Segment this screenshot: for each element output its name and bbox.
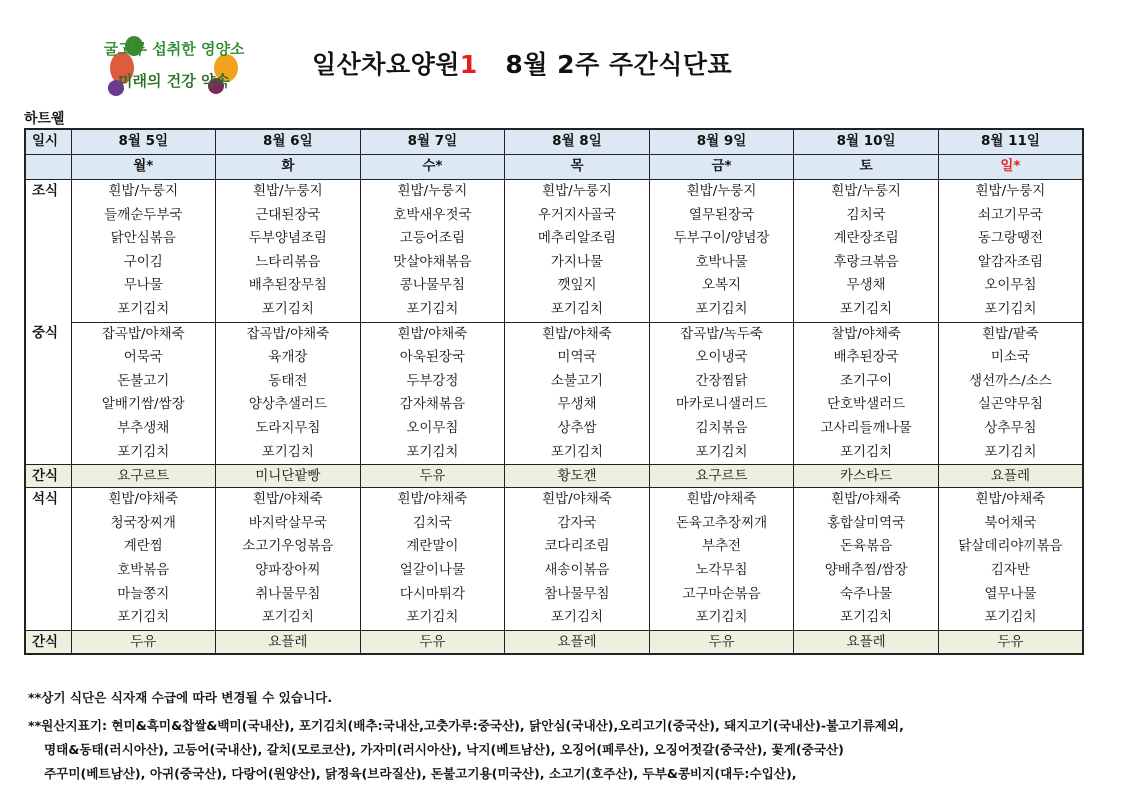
title-number: 1 <box>459 50 478 79</box>
menu-item: 메추리알조림 <box>505 227 650 251</box>
breakfast-row <box>25 274 1083 298</box>
menu-item: 두부양념조림 <box>216 227 361 251</box>
date-cell: 8월 7일 <box>360 129 505 155</box>
logo <box>104 28 244 98</box>
menu-item: 닭안심볶음 <box>71 227 216 251</box>
menu-item: 포기김치 <box>649 441 794 465</box>
menu-item: 계란말이 <box>360 535 505 559</box>
menu-item: 청국장찌개 <box>71 512 216 536</box>
menu-item: 잡곡밥/녹두죽 <box>649 322 794 346</box>
date-cell: 8월 9일 <box>649 129 794 155</box>
menu-item: 포기김치 <box>649 606 794 630</box>
dinner-row <box>25 488 1083 512</box>
logo-text-top: 굴고루 섭취한 영양소 <box>104 40 244 58</box>
menu-item: 감자채볶음 <box>360 393 505 417</box>
menu-item: 양상추샐러드 <box>216 393 361 417</box>
snack-item: 요플레 <box>938 465 1083 488</box>
menu-item: 포기김치 <box>360 606 505 630</box>
day-cell: 금* <box>649 155 794 180</box>
breakfast-row <box>25 298 1083 322</box>
menu-item: 김치볶음 <box>649 417 794 441</box>
title-rest: 8월 2주 주간식단표 <box>477 50 733 79</box>
menu-item: 가지나물 <box>505 251 650 275</box>
snack-item: 요플레 <box>505 630 650 654</box>
menu-item: 두부강정 <box>360 370 505 394</box>
lunch-row <box>25 393 1083 417</box>
snack2-row <box>25 630 1083 654</box>
snack-item: 요플레 <box>794 630 939 654</box>
menu-item: 흰밥/야채죽 <box>360 488 505 512</box>
menu-item: 흰밥/누룽지 <box>505 180 650 204</box>
menu-item: 상추무침 <box>938 417 1083 441</box>
snack1-row <box>25 465 1083 488</box>
menu-item: 포기김치 <box>360 298 505 322</box>
menu-item: 취나물무침 <box>216 583 361 607</box>
menu-item: 흰밥/야채죽 <box>938 488 1083 512</box>
snack-item: 황도캔 <box>505 465 650 488</box>
snack-item: 요플레 <box>216 630 361 654</box>
menu-item: 알감자조림 <box>938 251 1083 275</box>
menu-item: 계란찜 <box>71 535 216 559</box>
corner-label: 일시 <box>25 129 71 155</box>
snack-item: 두유 <box>360 465 505 488</box>
menu-item: 새송이볶음 <box>505 559 650 583</box>
day-cell: 화 <box>216 155 361 180</box>
menu-item: 계란장조림 <box>794 227 939 251</box>
day-cell: 일* <box>938 155 1083 180</box>
snack-item: 두유 <box>649 630 794 654</box>
logo-graphic <box>104 28 244 98</box>
menu-item: 깻잎지 <box>505 274 650 298</box>
menu-item: 오복지 <box>649 274 794 298</box>
dinner-label: 석식 <box>25 488 71 631</box>
menu-item: 얼갈이나물 <box>360 559 505 583</box>
menu-item: 후랑크볶음 <box>794 251 939 275</box>
day-cell: 목 <box>505 155 650 180</box>
menu-item: 포기김치 <box>71 298 216 322</box>
menu-item: 구이김 <box>71 251 216 275</box>
breakfast-row <box>25 227 1083 251</box>
day-cell: 수* <box>360 155 505 180</box>
snack-item: 카스타드 <box>794 465 939 488</box>
day-cell: 토 <box>794 155 939 180</box>
brand-label: 하트웰 <box>24 111 65 127</box>
menu-item: 흰밥/야채죽 <box>505 322 650 346</box>
menu-item: 알배기쌈/쌈장 <box>71 393 216 417</box>
day-cell: 월* <box>71 155 216 180</box>
menu-item: 포기김치 <box>216 606 361 630</box>
snack1-label: 간식 <box>25 465 71 488</box>
menu-item: 근대된장국 <box>216 204 361 228</box>
dinner-row <box>25 559 1083 583</box>
menu-item: 열무된장국 <box>649 204 794 228</box>
date-cell: 8월 11일 <box>938 129 1083 155</box>
menu-item: 코다리조림 <box>505 535 650 559</box>
breakfast-row <box>25 251 1083 275</box>
menu-item: 무생채 <box>794 274 939 298</box>
snack-item: 두유 <box>938 630 1083 654</box>
menu-item: 흰밥/누룽지 <box>216 180 361 204</box>
menu-item: 아욱된장국 <box>360 346 505 370</box>
menu-item: 흰밥/팥죽 <box>938 322 1083 346</box>
snack-item: 요구르트 <box>71 465 216 488</box>
menu-item: 소고기우엉볶음 <box>216 535 361 559</box>
menu-item: 잡곡밥/야채죽 <box>71 322 216 346</box>
menu-item: 김자반 <box>938 559 1083 583</box>
weekly-menu-table <box>24 128 1084 655</box>
menu-item: 흰밥/누룽지 <box>938 180 1083 204</box>
menu-item: 육개장 <box>216 346 361 370</box>
menu-item: 맛살야채볶음 <box>360 251 505 275</box>
menu-item: 흰밥/야채죽 <box>216 488 361 512</box>
menu-item: 흰밥/누룽지 <box>649 180 794 204</box>
breakfast-row <box>25 204 1083 228</box>
date-cell: 8월 10일 <box>794 129 939 155</box>
date-cell: 8월 8일 <box>505 129 650 155</box>
menu-item: 어묵국 <box>71 346 216 370</box>
menu-item: 포기김치 <box>794 606 939 630</box>
menu-item: 흰밥/야채죽 <box>794 488 939 512</box>
menu-item: 오이냉국 <box>649 346 794 370</box>
menu-item: 포기김치 <box>216 298 361 322</box>
menu-item: 찰밥/야채죽 <box>794 322 939 346</box>
day-header-row <box>25 155 1083 180</box>
dinner-row <box>25 535 1083 559</box>
menu-item: 우거지사골국 <box>505 204 650 228</box>
menu-item: 조기구이 <box>794 370 939 394</box>
menu-item: 콩나물무침 <box>360 274 505 298</box>
lunch-row <box>25 322 1083 346</box>
menu-item: 흰밥/야채죽 <box>649 488 794 512</box>
menu-item: 김치국 <box>360 512 505 536</box>
menu-item: 노각무침 <box>649 559 794 583</box>
menu-item: 흰밥/누룽지 <box>794 180 939 204</box>
menu-item: 감자국 <box>505 512 650 536</box>
menu-item: 미소국 <box>938 346 1083 370</box>
menu-item: 도라지무침 <box>216 417 361 441</box>
menu-item: 홍합살미역국 <box>794 512 939 536</box>
menu-item: 호박나물 <box>649 251 794 275</box>
menu-item: 다시마튀각 <box>360 583 505 607</box>
lunch-row <box>25 417 1083 441</box>
breakfast-label: 조식 <box>25 180 71 323</box>
menu-item: 느타리볶음 <box>216 251 361 275</box>
title-main: 일산차요양원 <box>312 50 460 79</box>
menu-item: 흰밥/야채죽 <box>360 322 505 346</box>
menu-item: 미역국 <box>505 346 650 370</box>
menu-item: 포기김치 <box>71 606 216 630</box>
menu-item: 실곤약무침 <box>938 393 1083 417</box>
breakfast-row <box>25 180 1083 204</box>
menu-item: 단호박샐러드 <box>794 393 939 417</box>
menu-item: 돈불고기 <box>71 370 216 394</box>
menu-item: 잡곡밥/야채죽 <box>216 322 361 346</box>
page-title <box>312 45 732 81</box>
menu-item: 포기김치 <box>505 298 650 322</box>
menu-item: 고사리들깨나물 <box>794 417 939 441</box>
menu-item: 숙주나물 <box>794 583 939 607</box>
logo-text-bottom: 미래의 건강 약속 <box>118 72 230 90</box>
menu-item: 배추된장무침 <box>216 274 361 298</box>
snack2-label: 간식 <box>25 630 71 654</box>
menu-item: 상추쌈 <box>505 417 650 441</box>
snack-item: 두유 <box>71 630 216 654</box>
day-corner <box>25 155 71 180</box>
note-origin-2: 명태&동태(러시아산), 고등어(국내산), 갈치(모로코산), 가자미(러시아산), 낙지(베트남산), 오징어(페루산), 오징어젓갈(중국산), 꽃게(중국산) <box>44 742 844 757</box>
menu-item: 포기김치 <box>505 606 650 630</box>
menu-item: 포기김치 <box>649 298 794 322</box>
menu-item: 마카로니샐러드 <box>649 393 794 417</box>
date-header-row <box>25 129 1083 155</box>
menu-item: 무나물 <box>71 274 216 298</box>
dinner-row <box>25 512 1083 536</box>
dinner-row <box>25 606 1083 630</box>
menu-item: 포기김치 <box>794 441 939 465</box>
menu-item: 포기김치 <box>216 441 361 465</box>
menu-item: 포기김치 <box>794 298 939 322</box>
note-change: **상기 식단은 식자재 수급에 따라 변경될 수 있습니다. <box>28 690 333 705</box>
menu-item: 흰밥/야채죽 <box>505 488 650 512</box>
menu-item: 동그랑땡전 <box>938 227 1083 251</box>
menu-item: 무생채 <box>505 393 650 417</box>
lunch-row <box>25 346 1083 370</box>
date-cell: 8월 6일 <box>216 129 361 155</box>
menu-item: 생선까스/소스 <box>938 370 1083 394</box>
menu-item: 고구마순볶음 <box>649 583 794 607</box>
menu-item: 돈육고추장찌개 <box>649 512 794 536</box>
menu-item: 호박볶음 <box>71 559 216 583</box>
menu-item: 양파장아찌 <box>216 559 361 583</box>
menu-item: 흰밥/야채죽 <box>71 488 216 512</box>
snack-item: 두유 <box>360 630 505 654</box>
snack-item: 요구르트 <box>649 465 794 488</box>
menu-item: 열무나물 <box>938 583 1083 607</box>
menu-item: 포기김치 <box>938 606 1083 630</box>
note-origin-1: **원산지표기: 현미&흑미&찹쌀&백미(국내산), 포기김치(배추:국내산,고춧가루:중국산), 닭안심(국내산),오리고기(중국산), 돼지고기(국내산)-불고기류제외, <box>28 718 904 733</box>
menu-item: 들깨순두부국 <box>71 204 216 228</box>
menu-item: 돈육볶음 <box>794 535 939 559</box>
menu-item: 고등어조림 <box>360 227 505 251</box>
menu-item: 포기김치 <box>938 441 1083 465</box>
menu-item: 오이무침 <box>938 274 1083 298</box>
menu-item: 쇠고기무국 <box>938 204 1083 228</box>
menu-item: 김치국 <box>794 204 939 228</box>
menu-item: 포기김치 <box>360 441 505 465</box>
menu-item: 두부구이/양념장 <box>649 227 794 251</box>
menu-item: 동태전 <box>216 370 361 394</box>
menu-item: 양배추찜/쌈장 <box>794 559 939 583</box>
menu-item: 부추생채 <box>71 417 216 441</box>
menu-item: 마늘쫑지 <box>71 583 216 607</box>
menu-item: 참나물무침 <box>505 583 650 607</box>
menu-item: 호박새우젓국 <box>360 204 505 228</box>
menu-item: 오이무침 <box>360 417 505 441</box>
menu-item: 닭살데리야끼볶음 <box>938 535 1083 559</box>
menu-item: 흰밥/누룽지 <box>71 180 216 204</box>
lunch-row <box>25 441 1083 465</box>
menu-item: 간장찜닭 <box>649 370 794 394</box>
notes <box>28 686 904 786</box>
lunch-label: 중식 <box>25 322 71 465</box>
menu-item: 소불고기 <box>505 370 650 394</box>
menu-table-body <box>25 129 1083 654</box>
menu-item: 포기김치 <box>71 441 216 465</box>
menu-item: 포기김치 <box>938 298 1083 322</box>
dinner-row <box>25 583 1083 607</box>
date-cell: 8월 5일 <box>71 129 216 155</box>
menu-item: 바지락살무국 <box>216 512 361 536</box>
menu-item: 흰밥/누룽지 <box>360 180 505 204</box>
note-origin-3: 주꾸미(베트남산), 아귀(중국산), 다랑어(원양산), 닭정육(브라질산), 돈불고기용(미국산), 소고기(호주산), 두부&콩비지(대두:수입산), <box>44 766 797 781</box>
menu-item: 부추전 <box>649 535 794 559</box>
menu-item: 배추된장국 <box>794 346 939 370</box>
menu-item: 포기김치 <box>505 441 650 465</box>
menu-item: 북어채국 <box>938 512 1083 536</box>
snack-item: 미니단팥빵 <box>216 465 361 488</box>
lunch-row <box>25 370 1083 394</box>
